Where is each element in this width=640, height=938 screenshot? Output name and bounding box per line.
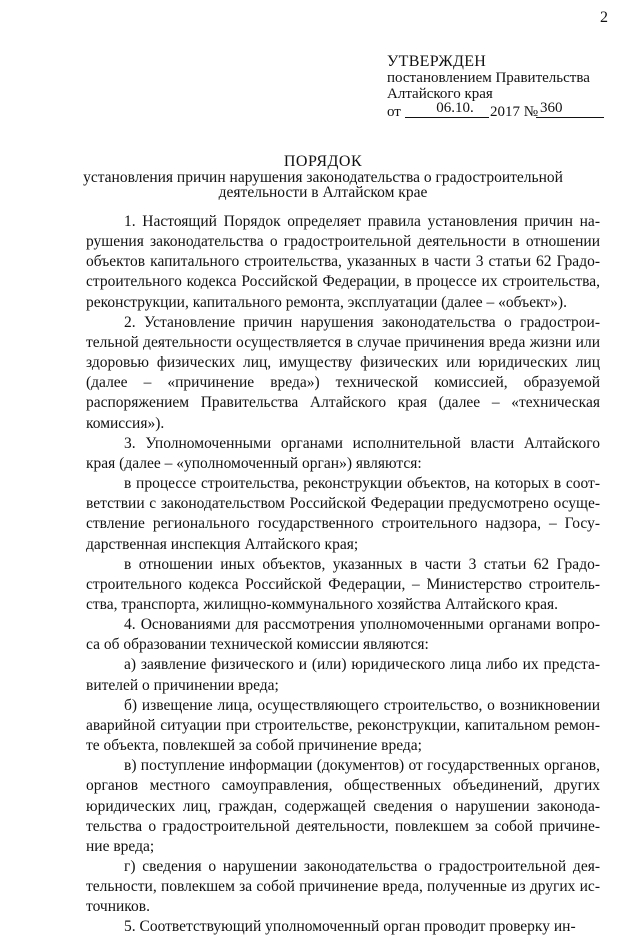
paragraph-4-item-b: б) извещение лица, осуществляющего строительство, о возникновении аварийной ситуации при строительстве, реконструкции, капитальном ремонте объекта, повлекшей за собой причинение вреда; [86,696,600,755]
approval-date-line [387,102,627,120]
approval-date: 06.10. [436,100,474,116]
approval-line-1: постановлением Правительства [387,70,590,86]
title-line-1: установления причин нарушения законодательства о градостроительной [83,169,563,186]
title-line-2: деятельности в Алтайском крае [218,184,428,201]
paragraph-3-item-2: в отношении иных объектов, указанных в части 3 статьи 62 Градостроительного кодекса Российской Федерации, – Министерство строительства, транспорта, жилищно-коммунального хозяйства Алтайского края. [86,555,600,613]
approval-number: 360 [540,100,563,116]
paragraph-1: 1. Настоящий Порядок определяет правила установления причин нарушения законодательства о градостроительной деятельности в отношении объектов капитального строительства, указанных в части 3 статьи 62 Градостроительного кодекса Российской Федерации, в процессе их строительства, реконструкции, капитального ремонта, эксплуатации (далее – «объект»). [86,213,600,311]
paragraph-3-item-1: в процессе строительства, реконструкции объектов, на которых в соответствии с законодательством Российской Федерации предусмотрено осуществление регионального государственного строительного надзора, – Государственная инспекция Алтайского края; [86,475,600,553]
approval-from-label: от [387,104,401,120]
title-heading: ПОРЯДОК [283,153,363,170]
approval-number-field [536,99,604,118]
approval-block [387,54,627,120]
approval-year-number-label: 2017 № [490,104,539,120]
document-body [86,212,600,938]
paragraph-5: 5. Соответствующий уполномоченный орган проводит проверку ин- [124,918,576,936]
paragraph-2: 2. Установление причин нарушения законодательства о градостроительной деятельности осуществляется в случае причинения вреда жизни или здоровью физических лиц, имуществу физических или юридических лиц (далее – «причинение вреда») технической комиссией, образуемой распоряжением Правительства Алтайского края (далее – «техническая комиссия»). [86,313,600,432]
paragraph-4-item-c: в) поступление информации (документов) от государственных органов, органов местного самоуправления, общественных объединений, других юридических лиц, граждан, содержащей сведения о нарушении законодательства о градостроительной деятельности, повлекшем за собой причинение вреда; [86,757,600,855]
paragraph-3: 3. Уполномоченными органами исполнительной власти Алтайского края (далее – «уполномоченный орган») являются: [86,434,600,472]
paragraph-4: 4. Основаниями для рассмотрения уполномоченными органами вопроса об образовании технической комиссии являются: [86,616,600,654]
approval-heading: УТВЕРЖДЕН [387,53,487,70]
approval-line-2: Алтайского края [387,86,493,102]
document-title [60,154,586,200]
paragraph-4-item-a: а) заявление физического и (или) юридического лица либо их представителей о причинении вреда; [86,656,600,694]
approval-date-field [405,99,489,118]
page-number: 2 [600,9,608,26]
paragraph-4-item-d: г) сведения о нарушении законодательства о градостроительной деятельности, повлекшем за собой причинение вреда, полученные из других источников. [86,858,600,916]
